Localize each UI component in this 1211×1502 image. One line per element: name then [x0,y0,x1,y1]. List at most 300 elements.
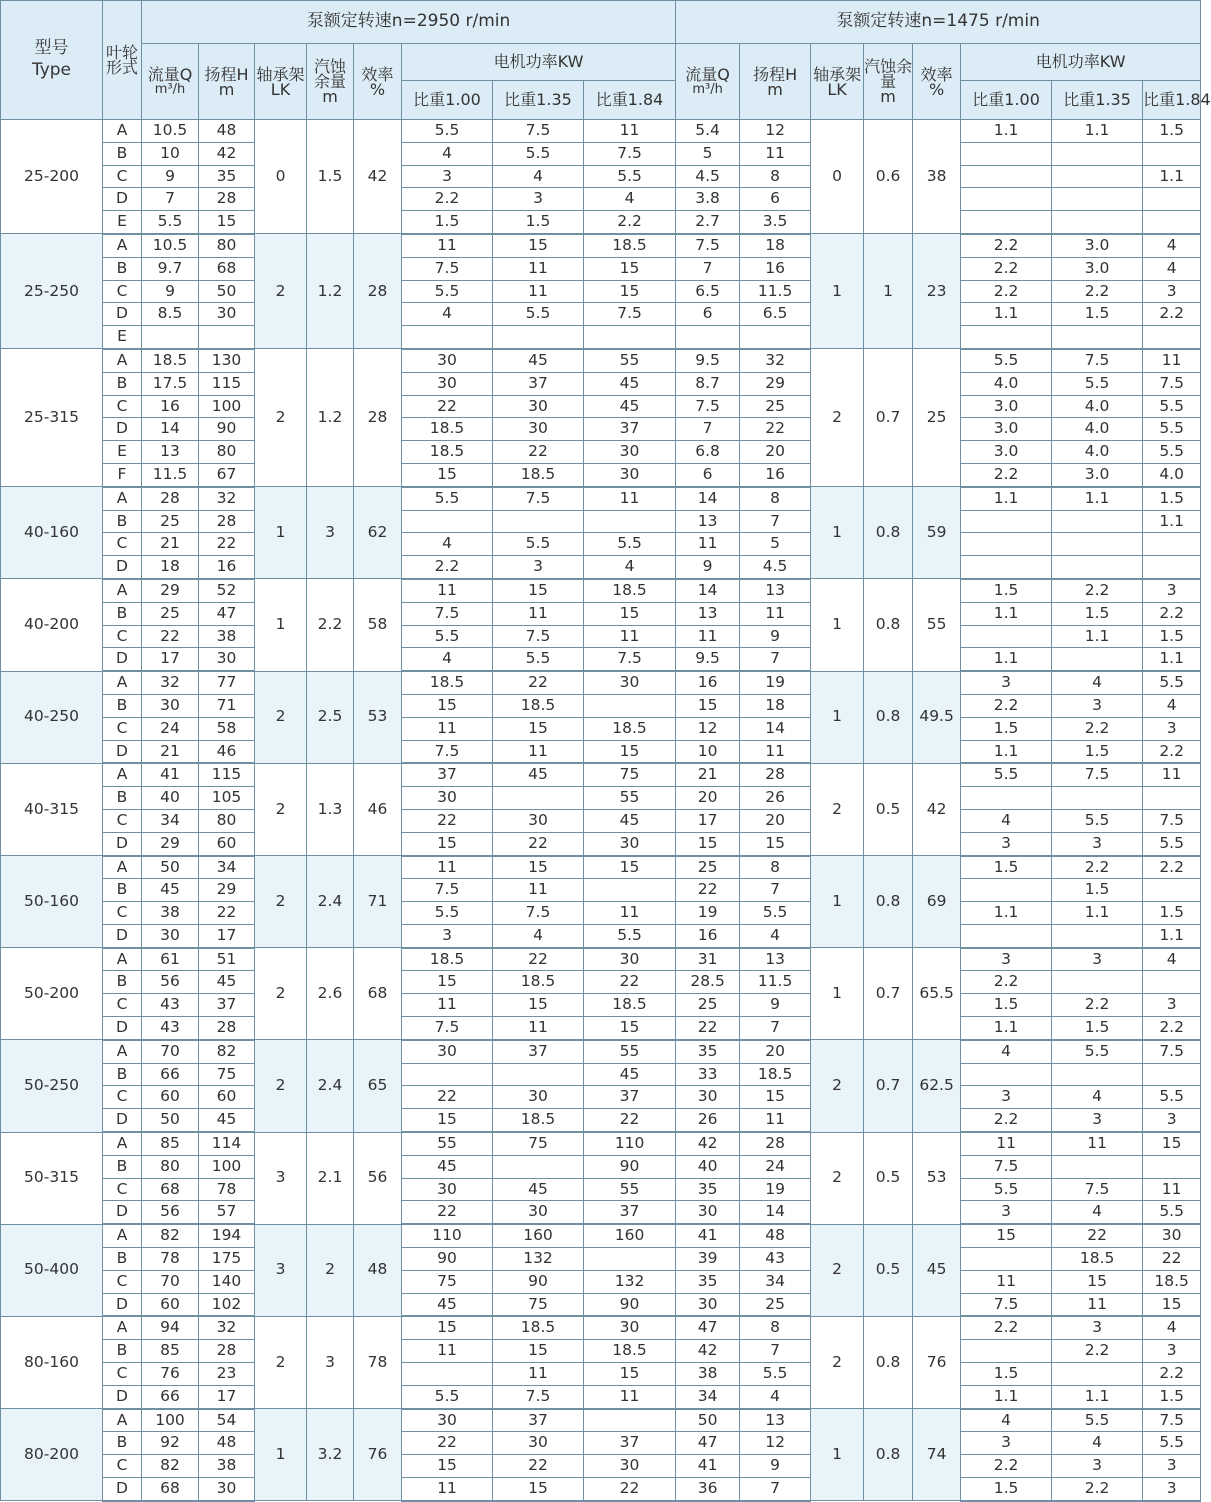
power-1475-sg135-cell [1052,787,1143,810]
table-row [1,1109,1201,1132]
table-row [1,1270,1201,1293]
table-row [1,1478,1201,1501]
efficiency-1475-cell: 25 [913,349,961,487]
flow-cell: 61 [142,948,199,971]
impeller-cell: B [103,1155,142,1178]
power-1475-sg135-cell: 4 [1052,1432,1143,1455]
npsh-1475-cell: 0.5 [864,1224,913,1316]
power-1475-sg135-cell: 3 [1052,832,1143,855]
head-cell: 16 [199,556,255,579]
power-sg184-cell: 15 [584,1017,676,1040]
impeller-cell: A [103,671,142,694]
flow-1475-cell: 34 [676,1385,740,1408]
power-sg100-cell: 18.5 [402,671,493,694]
impeller-cell: D [103,1109,142,1132]
impeller-cell: C [103,994,142,1017]
frame-1475-cell: 1 [811,487,864,579]
power-1475-sg184-cell: 15 [1143,1132,1201,1155]
power-sg184-cell: 18.5 [584,1340,676,1363]
power-1475-sg135-cell: 3 [1052,948,1143,971]
power-sg135-cell: 5.5 [493,533,584,556]
type-label: Type [31,60,72,80]
power-1475-sg184-cell: 2.2 [1143,602,1201,625]
power-sg100-cell: 7.5 [402,1017,493,1040]
power-1475-sg100-cell: 4 [961,1409,1052,1432]
power-sg184-cell: 30 [584,463,676,486]
impeller-cell: A [103,579,142,602]
power-1475-sg135-cell: 4 [1052,1086,1143,1109]
power-1475-sg184-cell [1143,533,1201,556]
flow-cell: 29 [142,832,199,855]
power-sg135-cell: 15 [493,994,584,1017]
flow-cell: 9 [142,280,199,303]
table-row [1,1017,1201,1040]
power-1475-sg184-cell: 11 [1143,763,1201,786]
flow-cell: 17.5 [142,372,199,395]
model-cell: 40-250 [1,671,103,763]
power-1475-sg100-cell: 2.2 [961,257,1052,280]
npsh-1475-cell: 0.7 [864,1040,913,1132]
impeller-cell: A [103,1224,142,1247]
flow-cell: 50 [142,856,199,879]
head-1475-cell: 18 [740,234,811,257]
speed-2950-header: 泵额定转速n=2950 r/min [142,1,676,44]
power-sg184-cell: 2.2 [584,211,676,234]
frame-1475-cell: 2 [811,1316,864,1408]
power-sg135-cell: 11 [493,280,584,303]
power-1475-sg100-cell: 1.5 [961,1363,1052,1386]
head-1475-cell: 19 [740,671,811,694]
sg-135-header-2: 比重1.35 [1052,81,1143,120]
flow-1475-cell: 33 [676,1063,740,1086]
power-sg135-cell: 7.5 [493,902,584,925]
power-1475-sg135-cell: 22 [1052,1224,1143,1247]
flow-1475-cell: 15 [676,694,740,717]
table-row [1,579,1201,602]
model-cell: 25-315 [1,349,103,487]
power-1475-sg100-cell [961,1248,1052,1271]
power-1475-sg184-cell: 7.5 [1143,809,1201,832]
frame-1475-cell: 2 [811,1132,864,1224]
npsh-cell: 3 [307,487,354,579]
power-1475-sg184-cell: 5.5 [1143,1086,1201,1109]
table-row [1,787,1201,810]
head-cell: 38 [199,625,255,648]
power-1475-sg135-cell: 4.0 [1052,395,1143,418]
power-sg135-cell: 30 [493,1201,584,1224]
power-sg100-cell: 15 [402,1316,493,1339]
power-sg184-cell: 55 [584,1178,676,1201]
frame-cell: 0 [255,120,307,234]
power-1475-sg135-cell: 3 [1052,1109,1143,1132]
power-sg184-cell: 18.5 [584,717,676,740]
flow-1475-cell: 30 [676,1201,740,1224]
power-1475-sg184-cell [1143,787,1201,810]
power-sg184-cell: 18.5 [584,994,676,1017]
head-cell: 22 [199,533,255,556]
table-row [1,671,1201,694]
power-1475-sg100-cell [961,326,1052,349]
head-cell: 58 [199,717,255,740]
flow-1475-cell: 2.7 [676,211,740,234]
table-row [1,1132,1201,1155]
col-frame-header: 轴承架 LK [255,44,307,120]
power-sg184-cell [584,510,676,533]
model-cell: 40-200 [1,579,103,671]
power-1475-sg184-cell: 3 [1143,579,1201,602]
power-sg184-cell: 11 [584,120,676,143]
power-sg135-cell: 75 [493,1293,584,1316]
npsh-cell: 1.2 [307,349,354,487]
head-cell: 60 [199,1086,255,1109]
power-sg135-cell: 3 [493,556,584,579]
power-sg100-cell: 15 [402,1455,493,1478]
npsh-1475-cell: 0.5 [864,763,913,855]
head-cell: 50 [199,280,255,303]
power-sg135-cell: 1.5 [493,211,584,234]
power-sg100-cell: 11 [402,994,493,1017]
power-1475-sg184-cell [1143,211,1201,234]
efficiency-1475-cell: 53 [913,1132,961,1224]
npsh-1475-cell: 0.6 [864,120,913,234]
frame-cell: 2 [255,856,307,948]
power-1475-sg184-cell [1143,1155,1201,1178]
head-1475-cell: 20 [740,809,811,832]
power-sg100-cell: 45 [402,1293,493,1316]
head-cell: 30 [199,648,255,671]
head-cell: 77 [199,671,255,694]
power-1475-sg135-cell [1052,924,1143,947]
flow-1475-cell: 50 [676,1409,740,1432]
power-1475-sg184-cell: 11 [1143,349,1201,372]
power-sg100-cell: 30 [402,349,493,372]
power-1475-sg184-cell [1143,1063,1201,1086]
flow-1475-cell: 39 [676,1248,740,1271]
power-sg100-cell: 5.5 [402,280,493,303]
power-sg135-cell: 18.5 [493,463,584,486]
flow-1475-cell: 10 [676,740,740,763]
impeller-cell: D [103,1478,142,1501]
frame-cell: 2 [255,1040,307,1132]
flow-1475-cell: 11 [676,625,740,648]
power-sg135-cell: 7.5 [493,1385,584,1408]
frame-cell: 2 [255,763,307,855]
power-1475-sg100-cell: 1.1 [961,1385,1052,1408]
flow-cell: 43 [142,994,199,1017]
flow-1475-cell: 21 [676,763,740,786]
head-1475-cell: 43 [740,1248,811,1271]
head-cell: 17 [199,924,255,947]
flow-cell: 28 [142,487,199,510]
efficiency-1475-cell: 69 [913,856,961,948]
power-1475-sg100-cell: 11 [961,1270,1052,1293]
col-head-header-2: 扬程H m [740,44,811,120]
power-1475-sg184-cell: 15 [1143,1293,1201,1316]
head-1475-cell: 7 [740,1017,811,1040]
flow-1475-cell: 16 [676,671,740,694]
power-sg184-cell: 132 [584,1270,676,1293]
efficiency-cell: 48 [354,1224,402,1316]
impeller-cell: A [103,1040,142,1063]
head-cell: 102 [199,1293,255,1316]
power-1475-sg184-cell: 1.5 [1143,902,1201,925]
power-1475-sg184-cell [1143,971,1201,994]
flow-cell: 43 [142,1017,199,1040]
head-1475-cell: 25 [740,1293,811,1316]
head-1475-cell: 9 [740,625,811,648]
flow-1475-cell: 30 [676,1293,740,1316]
efficiency-1475-cell: 45 [913,1224,961,1316]
power-1475-sg184-cell: 4 [1143,234,1201,257]
flow-cell: 78 [142,1248,199,1271]
power-sg135-cell: 15 [493,1340,584,1363]
power-1475-sg184-cell [1143,556,1201,579]
table-row [1,625,1201,648]
power-1475-sg184-cell: 3 [1143,1455,1201,1478]
power-sg184-cell: 160 [584,1224,676,1247]
power-sg100-cell: 15 [402,832,493,855]
power-1475-sg135-cell: 5.5 [1052,1040,1143,1063]
power-sg184-cell: 37 [584,418,676,441]
power-sg100-cell [402,1363,493,1386]
flow-cell: 7 [142,188,199,211]
head-1475-cell: 32 [740,349,811,372]
power-sg184-cell: 11 [584,902,676,925]
flow-1475-cell: 15 [676,832,740,855]
power-1475-sg135-cell: 1.5 [1052,303,1143,326]
power-sg135-cell: 4 [493,165,584,188]
npsh-cell: 2.2 [307,579,354,671]
efficiency-1475-cell: 65.5 [913,948,961,1040]
power-sg184-cell: 18.5 [584,579,676,602]
flow-1475-cell: 42 [676,1340,740,1363]
power-1475-sg100-cell: 15 [961,1224,1052,1247]
head-cell: 17 [199,1385,255,1408]
table-row [1,1432,1201,1455]
npsh-1475-cell: 0.8 [864,579,913,671]
col-frame-header-2: 轴承架 LK [811,44,864,120]
power-1475-sg100-cell: 7.5 [961,1293,1052,1316]
npsh-cell: 1.2 [307,234,354,349]
power-sg184-cell: 15 [584,1363,676,1386]
flow-1475-cell [676,326,740,349]
flow-cell: 8.5 [142,303,199,326]
model-cell: 50-250 [1,1040,103,1132]
power-1475-sg100-cell: 2.2 [961,1316,1052,1339]
head-cell: 100 [199,1155,255,1178]
power-sg135-cell: 11 [493,1017,584,1040]
npsh-cell: 3 [307,1316,354,1408]
head-cell: 80 [199,234,255,257]
power-1475-sg100-cell: 2.2 [961,1455,1052,1478]
power-1475-sg135-cell [1052,165,1143,188]
power-sg184-cell: 30 [584,1455,676,1478]
power-1475-sg135-cell [1052,971,1143,994]
head-1475-cell: 13 [740,579,811,602]
flow-1475-cell: 13 [676,510,740,533]
head-1475-cell: 7 [740,1478,811,1501]
table-row [1,948,1201,971]
head-1475-cell: 6 [740,188,811,211]
impeller-cell: C [103,1363,142,1386]
frame-cell: 2 [255,234,307,349]
power-sg100-cell: 11 [402,717,493,740]
power-1475-sg100-cell [961,787,1052,810]
power-sg135-cell: 45 [493,1178,584,1201]
head-cell: 28 [199,510,255,533]
power-sg184-cell: 90 [584,1293,676,1316]
sg-100-header: 比重1.00 [402,81,493,120]
power-1475-sg100-cell: 11 [961,1132,1052,1155]
head-1475-cell: 6.5 [740,303,811,326]
power-1475-sg100-cell: 1.1 [961,740,1052,763]
table-row [1,418,1201,441]
power-sg184-cell [584,1409,676,1432]
power-sg184-cell: 11 [584,625,676,648]
power-sg135-cell [493,1155,584,1178]
power-1475-sg135-cell: 7.5 [1052,763,1143,786]
head-1475-cell: 16 [740,463,811,486]
power-1475-sg100-cell: 1.1 [961,120,1052,143]
head-1475-cell: 11 [740,740,811,763]
power-1475-sg135-cell: 4 [1052,671,1143,694]
frame-1475-cell: 1 [811,1409,864,1501]
flow-1475-cell: 36 [676,1478,740,1501]
power-1475-sg135-cell [1052,326,1143,349]
power-1475-sg135-cell: 18.5 [1052,1248,1143,1271]
power-1475-sg100-cell: 1.5 [961,994,1052,1017]
flow-1475-cell: 9.5 [676,648,740,671]
table-row [1,441,1201,464]
power-1475-sg184-cell: 5.5 [1143,1201,1201,1224]
impeller-cell: B [103,1340,142,1363]
power-1475-sg100-cell: 1.5 [961,579,1052,602]
power-1475-sg135-cell [1052,556,1143,579]
head-1475-cell: 3.5 [740,211,811,234]
power-sg184-cell [584,1248,676,1271]
head-1475-cell: 9 [740,1455,811,1478]
power-sg135-cell: 15 [493,717,584,740]
power-sg184-cell: 11 [584,487,676,510]
power-sg135-cell [493,510,584,533]
power-1475-sg135-cell: 2.2 [1052,717,1143,740]
head-cell: 194 [199,1224,255,1247]
power-sg135-cell: 45 [493,349,584,372]
flow-1475-cell: 31 [676,948,740,971]
table-row [1,188,1201,211]
flow-1475-cell: 5 [676,142,740,165]
flow-cell: 21 [142,533,199,556]
impeller-cell: A [103,763,142,786]
flow-1475-cell: 4.5 [676,165,740,188]
power-sg135-cell: 37 [493,1409,584,1432]
table-row [1,463,1201,486]
head-cell: 115 [199,763,255,786]
table-row [1,211,1201,234]
table-row [1,1155,1201,1178]
flow-1475-cell: 16 [676,924,740,947]
impeller-cell: D [103,740,142,763]
flow-1475-cell: 19 [676,902,740,925]
power-1475-sg184-cell: 5.5 [1143,395,1201,418]
head-cell: 48 [199,1432,255,1455]
head-1475-cell: 11 [740,1109,811,1132]
head-cell [199,326,255,349]
power-sg184-cell: 7.5 [584,303,676,326]
power-sg135-cell: 90 [493,1270,584,1293]
flow-cell: 56 [142,971,199,994]
flow-cell: 11.5 [142,463,199,486]
power-sg100-cell: 22 [402,809,493,832]
flow-cell: 30 [142,924,199,947]
power-sg135-cell: 15 [493,1478,584,1501]
model-cell: 50-400 [1,1224,103,1316]
flow-cell: 80 [142,1155,199,1178]
power-1475-sg135-cell: 1.1 [1052,487,1143,510]
col-npsh-header: 汽蚀余量 m [307,44,354,120]
power-sg135-cell [493,787,584,810]
flow-cell: 85 [142,1132,199,1155]
power-sg135-cell: 22 [493,441,584,464]
table-row [1,602,1201,625]
table-row [1,1340,1201,1363]
model-cell: 50-315 [1,1132,103,1224]
power-sg135-cell: 5.5 [493,303,584,326]
model-cell: 50-160 [1,856,103,948]
power-sg135-cell: 11 [493,257,584,280]
power-1475-sg184-cell: 1.5 [1143,487,1201,510]
impeller-cell: E [103,441,142,464]
impeller-cell: C [103,1270,142,1293]
efficiency-1475-cell: 38 [913,120,961,234]
sg-100-header-2: 比重1.00 [961,81,1052,120]
impeller-cell: D [103,648,142,671]
power-1475-sg135-cell: 7.5 [1052,1178,1143,1201]
power-1475-sg100-cell: 1.5 [961,1478,1052,1501]
speed-1475-header: 泵额定转速n=1475 r/min [676,1,1201,44]
head-cell: 115 [199,372,255,395]
npsh-1475-cell: 0.5 [864,1132,913,1224]
impeller-cell: C [103,165,142,188]
table-row [1,1040,1201,1063]
power-1475-sg100-cell: 5.5 [961,1178,1052,1201]
table-row [1,1316,1201,1339]
table-row [1,349,1201,372]
flow-cell: 85 [142,1340,199,1363]
power-sg100-cell: 18.5 [402,441,493,464]
impeller-cell: B [103,971,142,994]
flow-cell: 10.5 [142,234,199,257]
impeller-cell: A [103,1316,142,1339]
flow-1475-cell: 5.4 [676,120,740,143]
head-1475-cell: 26 [740,787,811,810]
frame-1475-cell: 1 [811,671,864,763]
col-eff-header-2: 效率 % [913,44,961,120]
power-sg100-cell: 37 [402,763,493,786]
motor-power-header-2: 电机功率KW [961,44,1201,81]
power-1475-sg100-cell: 2.2 [961,280,1052,303]
power-1475-sg100-cell [961,1340,1052,1363]
col-eff-header: 效率 % [354,44,402,120]
power-sg100-cell [402,1063,493,1086]
power-1475-sg100-cell: 2.2 [961,1109,1052,1132]
table-row [1,165,1201,188]
head-1475-cell: 9 [740,994,811,1017]
power-sg135-cell: 22 [493,948,584,971]
head-1475-cell: 29 [740,372,811,395]
impeller-cell: B [103,694,142,717]
power-sg135-cell: 11 [493,1363,584,1386]
